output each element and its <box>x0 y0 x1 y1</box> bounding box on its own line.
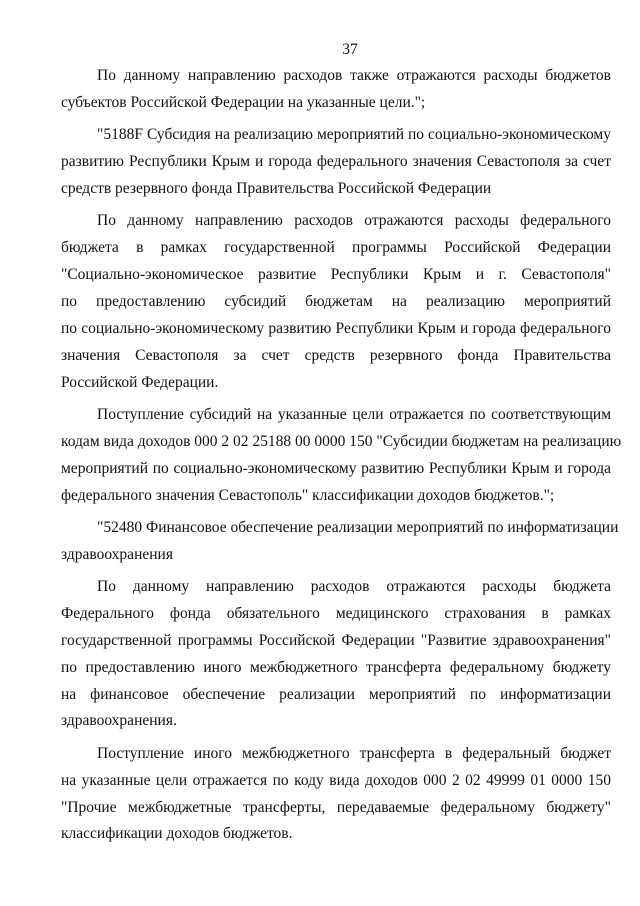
text-line: государственной программы Российской Федерации "Развитие здравоохранения" <box>61 631 611 649</box>
text-line: Поступление субсидий на указанные цели отражается по соответствующим <box>97 405 611 423</box>
text-line: мероприятий по социально-экономическому развитию Республики Крым и города <box>61 459 611 477</box>
paragraph <box>61 574 611 735</box>
document-body <box>61 63 622 848</box>
text-line: По данному направлению расходов отражаются расходы бюджета <box>97 577 611 595</box>
text-line: на финансовое обеспечение реализации мероприятий по информатизации <box>61 685 611 703</box>
paragraph <box>61 122 611 203</box>
text-line: по социально-экономическому развитию Республики Крым и города федерального <box>61 319 611 337</box>
text-line: классификации доходов бюджетов. <box>61 825 293 843</box>
text-line: на указанные цели отражается по коду вида доходов 000 2 02 49999 01 0000 150 <box>61 771 611 789</box>
text-line: Российской Федерации. <box>61 373 219 391</box>
text-line: здравоохранения <box>61 545 173 563</box>
page-number: 37 <box>342 41 358 58</box>
paragraph <box>61 402 622 510</box>
paragraph <box>61 515 619 569</box>
text-line: бюджета в рамках государственной программы Российской Федерации <box>61 239 611 257</box>
text-line: Федерального фонда обязательного медицинского страхования в рамках <box>61 604 611 622</box>
text-line: По данному направлению расходов отражаются расходы федерального <box>97 212 611 230</box>
text-line: "5188F Субсидия на реализацию мероприятий по социально-экономическому <box>97 126 611 144</box>
text-line: кодам вида доходов 000 2 02 25188 00 0000 150 "Субсидии бюджетам на реализацию <box>61 432 622 450</box>
text-line: По данному направлению расходов также отражаются расходы бюджетов <box>97 67 611 84</box>
text-line: Поступление иного межбюджетного трансферта в федеральный бюджет <box>97 744 611 762</box>
text-line: средств резервного фонда Правительства Российской Федерации <box>61 179 492 197</box>
paragraph <box>61 741 611 849</box>
text-line: здравоохранения. <box>61 712 177 730</box>
text-line: значения Севастополя за счет средств резервного фонда Правительства <box>61 346 611 364</box>
paragraph <box>61 208 611 396</box>
text-line: "Социально-экономическое развитие Республики Крым и г. Севастополя" <box>61 266 611 284</box>
text-line: федерального значения Севастополь" классификации доходов бюджетов."; <box>61 486 555 504</box>
paragraph <box>61 63 611 117</box>
text-line: "52480 Финансовое обеспечение реализации мероприятий по информатизации <box>97 518 619 536</box>
text-line: субъектов Российской Федерации на указанные цели."; <box>61 93 426 111</box>
text-line: "Прочие межбюджетные трансферты, передаваемые федеральному бюджету" <box>61 798 611 816</box>
text-line: по предоставлению субсидий бюджетам на реализацию мероприятий <box>61 292 611 310</box>
text-line: развитию Республики Крым и города федерального значения Севастополя за счет <box>61 153 611 171</box>
text-line: по предоставлению иного межбюджетного трансферта федеральному бюджету <box>61 658 611 676</box>
